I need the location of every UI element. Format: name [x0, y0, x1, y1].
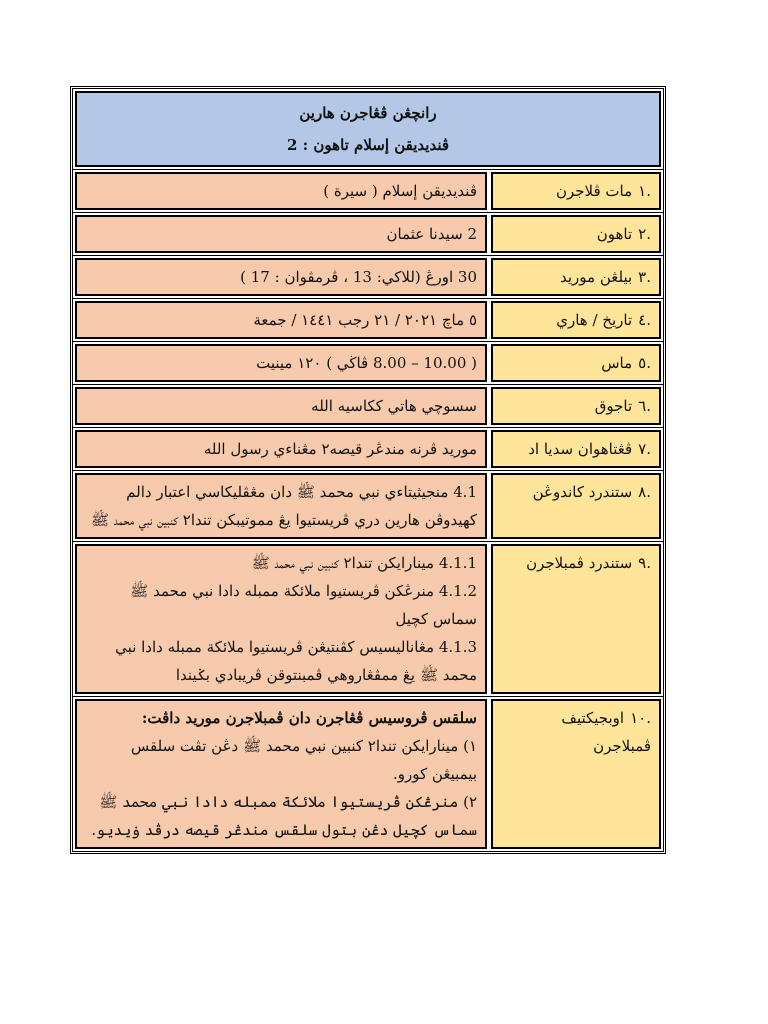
row-label	[491, 473, 661, 539]
row-content	[75, 699, 487, 849]
table-row	[73, 213, 663, 256]
content-line: موريد ڤرنه مندڠر قيصه٢ مڠناءي رسول الله	[203, 440, 477, 458]
row-label	[491, 430, 661, 468]
content-line: 2 سيدنا عثمان	[386, 225, 477, 243]
header-row	[73, 89, 663, 170]
row-content	[75, 172, 487, 210]
table-row	[73, 542, 663, 697]
table-row	[73, 342, 663, 385]
row-label	[491, 172, 661, 210]
row-content	[75, 473, 487, 539]
row-label	[491, 344, 661, 382]
row-label	[491, 301, 661, 339]
row-content	[75, 215, 487, 253]
content-line: ٢) منرڠكن ڤريستيوا ملائكة ممبله دادا نبي محمد ﷺ سماس كچيل دڠن بتول سلقس مندڠر قيصه درڤد ۏيديو.	[91, 793, 477, 839]
row-number: .١٠	[630, 709, 651, 727]
row-number: .٩	[638, 554, 651, 572]
content-line: 4.1.3 مڠاناليسيس كڤنتيڠن ڤريستيوا ملائكة ممبله دادا نبي محمد ﷺ يڠ ممڤڠاروهي ڤمبنتوقن ڤريبادي بݢيندا	[115, 638, 477, 684]
row-label-text: اوبجيكتيف ڤمبلاجرن	[561, 709, 651, 755]
row-label-text: ستندرد كاندوڠن	[532, 483, 633, 501]
row-label	[491, 387, 661, 425]
row-number: .٣	[638, 268, 651, 286]
table-row	[73, 697, 663, 851]
content-line: ( 10.00 – 8.00 ڤاڬي ) ١٢٠ مينيت	[256, 354, 477, 372]
content-line: ٥ ماچ ٢٠٢١ / ٢١ رجب ١٤٤١ / جمعة	[253, 311, 477, 329]
table-row	[73, 170, 663, 213]
row-content	[75, 430, 487, 468]
row-number: .٥	[638, 354, 651, 372]
row-number: .٢	[638, 225, 651, 243]
row-label	[491, 258, 661, 296]
row-number: .٧	[638, 440, 651, 458]
row-label-text: ستندرد ڤمبلاجرن	[526, 554, 633, 572]
plan-subtitle: ڤنديديقن إسلام تاهون : 2	[286, 136, 450, 154]
content-line: سسوچي هاتي ككاسيه الله	[311, 397, 477, 415]
row-content	[75, 344, 487, 382]
content-line: 4.1.2 منرڠكن ڤريستيوا ملائكة ممبله دادا نبي محمد ﷺ سماس كچيل	[130, 582, 477, 628]
table-row	[73, 471, 663, 542]
table-row	[73, 385, 663, 428]
row-label-text: ماس	[601, 354, 633, 372]
row-label-text: تاريخ / هاري	[556, 311, 633, 329]
row-label	[491, 699, 661, 849]
content-line: 4.1.1 مينارايكن تندا٢ كنبين نبي محمد ﷺ	[251, 554, 477, 572]
row-content	[75, 544, 487, 694]
row-label-text: بيلڠن موريد	[559, 268, 633, 286]
content-line: 30 اورڠ (للاكي: 13 ، ڤرمڤوان : 17 )	[240, 268, 477, 286]
row-label-text: ڤڠتاهوان سديا اد	[528, 440, 633, 458]
content-line: ڤنديديقن إسلام ( سيرة )	[323, 182, 477, 200]
rows-container	[73, 170, 663, 851]
table-row	[73, 256, 663, 299]
row-label	[491, 215, 661, 253]
content-title: سلقس ڤروسيس ڤڠاجرن دان ڤمبلاجرن موريد داڤت:	[141, 709, 477, 727]
content-line: ١) مينارايكن تندا٢ كنبين نبي محمد ﷺ دڠن تڤت سلقس بيمبيڠن كورو.	[130, 737, 477, 783]
row-content	[75, 301, 487, 339]
row-label-text: تاهون	[596, 225, 633, 243]
plan-title: رانچڠن ڤڠاجرن هارين	[299, 104, 437, 122]
row-label	[491, 544, 661, 694]
lesson-plan-table	[70, 86, 666, 854]
row-content	[75, 258, 487, 296]
header-cell	[75, 91, 661, 167]
row-number: .١	[638, 182, 651, 200]
row-number: .٤	[638, 311, 651, 329]
row-content	[75, 387, 487, 425]
table-row	[73, 428, 663, 471]
row-label-text: تاجوق	[594, 397, 633, 415]
table-row	[73, 299, 663, 342]
row-number: .٨	[638, 483, 651, 501]
content-line: 4.1 منجيثيتاءي نبي محمد ﷺ دان مڠڤليكاسي اعتبار دالم كهيدوڤن هارين دري ڤريستيوا يڠ مموتيبكن تندا٢ كنبين نبي محمد ﷺ	[90, 483, 477, 529]
row-label-text: مات ڤلاجرن	[555, 182, 633, 200]
row-number: .٦	[638, 397, 651, 415]
